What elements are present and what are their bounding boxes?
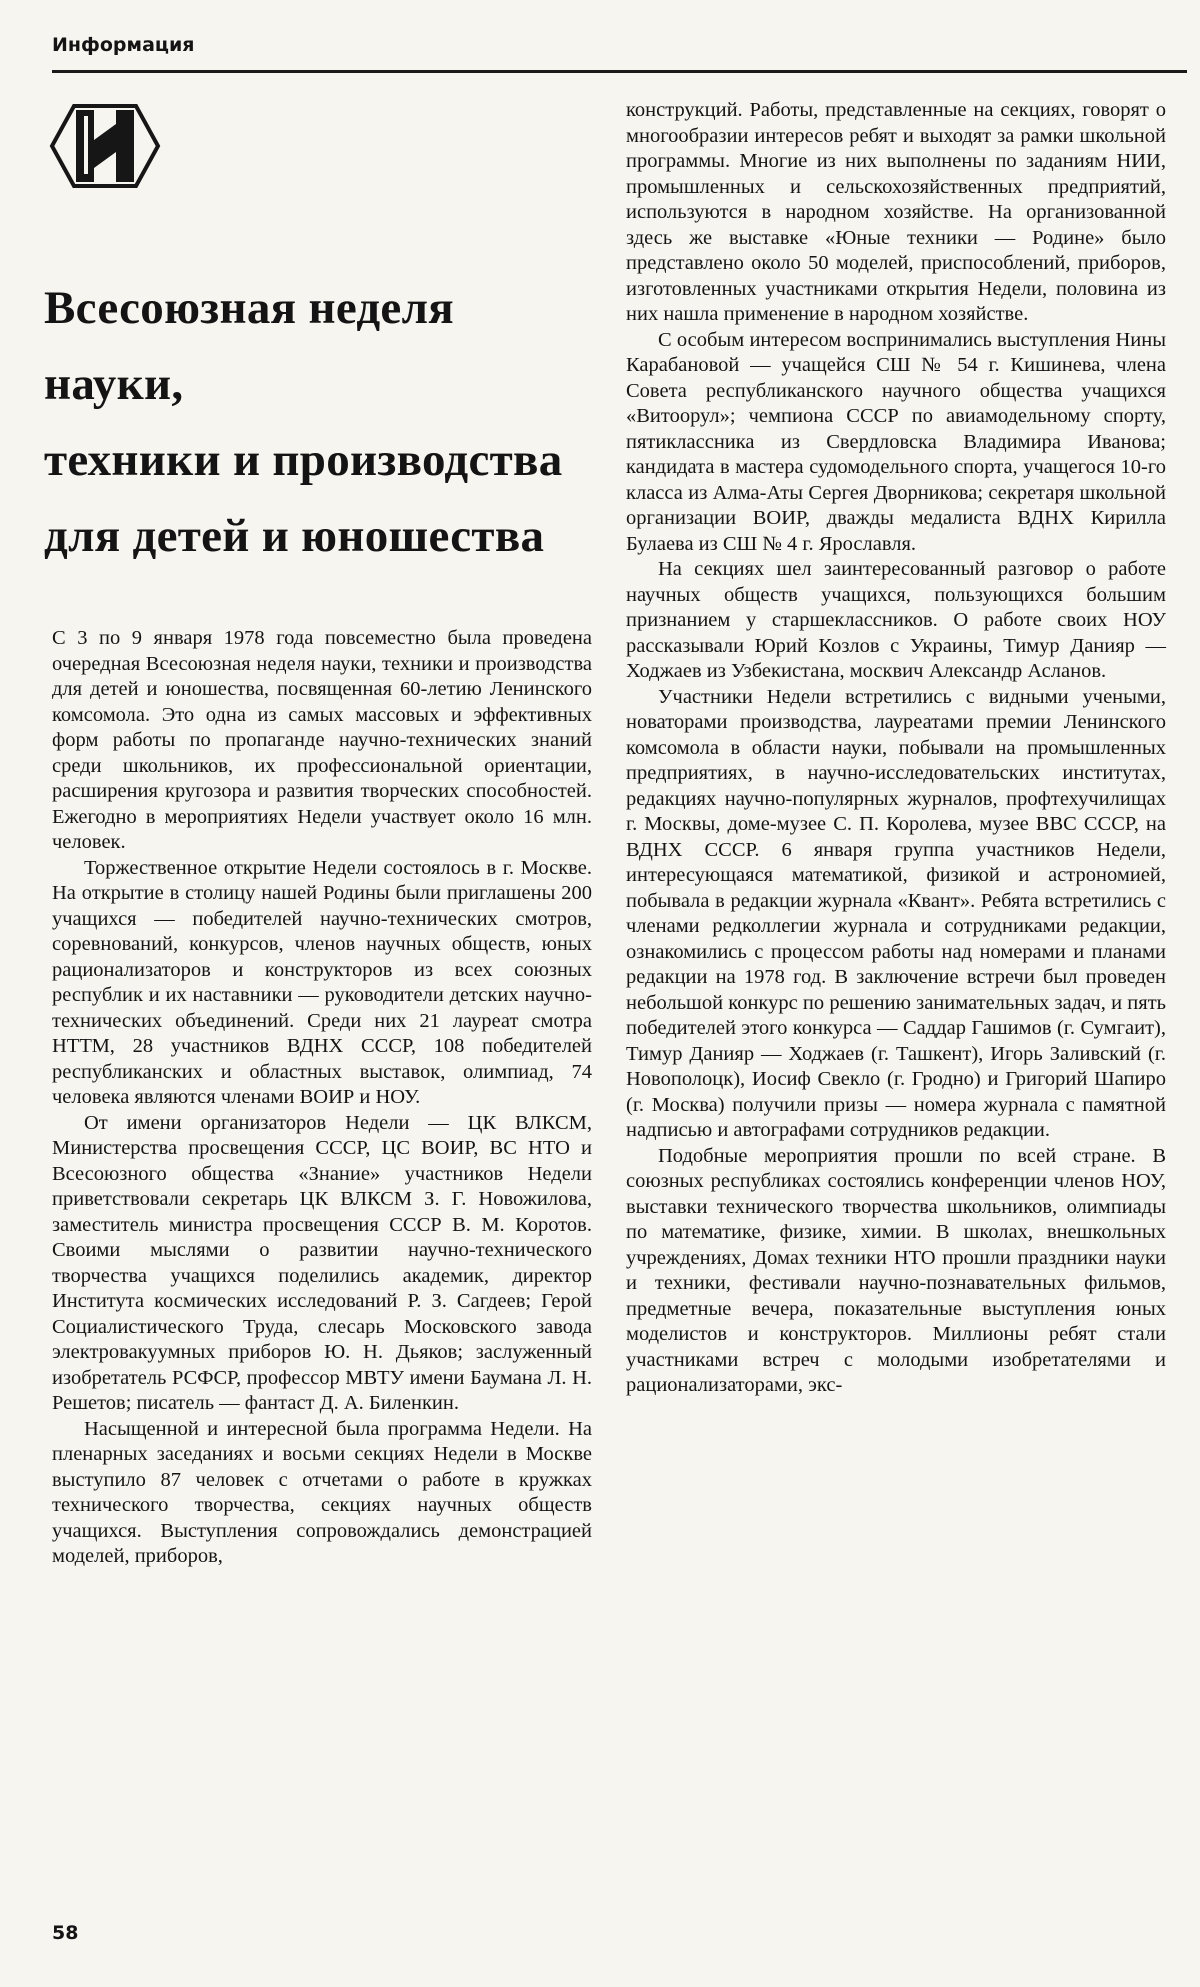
article-headline: [44, 270, 604, 574]
paragraph: На секциях шел заинтересованный разговор о работе научных обществ учащихся, пользующихся большим признанием у старшеклассников. О работе своих НОУ рассказывали Юрий Козлов с Украины, Тимур Данияр — Ходжаев из Узбекистана, москвич Александр Асланов.: [626, 558, 1166, 682]
badge-N-emblem-icon: [44, 100, 164, 192]
headline-line: науки,: [44, 358, 184, 410]
header-rule: [52, 70, 1187, 73]
page-number: 58: [52, 1922, 79, 1944]
paragraph: Насыщенной и интересной была программа Недели. На пленарных заседаниях и восьми секциях Недели в Москве выступило 87 человек с отчетами о работе в кружках технического творчества, секциях научных обществ учащихся. Выступления сопровождались демонстрацией моделей, приборов,: [52, 1417, 592, 1567]
paragraph: От имени организаторов Недели — ЦК ВЛКСМ, Министерства просвещения СССР, ЦС ВОИР, ВС НТО и Всесоюзного общества «Знание» участников Недели приветствовали секретарь ЦК ВЛКСМ З. Г. Новожилова, заместитель министра просвещения СССР В. М. Коротов. Своими мыслями о развитии научно-технического творчества учащихся поделились академик, директор Института космических исследований Р. З. Сагдеев; Герой Социалистического Труда, слесарь Московского завода электровакуумных приборов Ю. Н. Дьяков; заслуженный изобретатель РСФСР, профессор МВТУ имени Баумана Л. Н. Решетов; писатель — фантаст Д. А. Биленкин.: [52, 1111, 592, 1414]
paragraph: С 3 по 9 января 1978 года повсеместно была проведена очередная Всесоюзная неделя науки, техники и производства для детей и юношества, посвященная 60-летию Ленинского комсомола. Это одна из самых массовых и эффективных форм работы по пропаганде научно-технических знаний среди школьников, их профессиональной ориентации, расширения кругозора и развития творческих способностей. Ежегодно в мероприятиях Недели участвует около 16 млн. человек.: [52, 627, 592, 853]
paragraph: Торжественное открытие Недели состоялось в г. Москве. На открытие в столицу нашей Родины были приглашены 200 учащихся — победителей научно-технических смотров, соревнований, конкурсов, членов научных обществ, юных рационализаторов и конструкторов из всех союзных республик и их наставники — руководители детских научно-технических объединений. Среди них 21 лауреат смотра НТТМ, 28 участников ВДНХ СССР, 108 победителей республиканских и областных выставок, олимпиад, 74 человека являются членами ВОИР и НОУ.: [52, 856, 592, 1108]
paragraph: Участники Недели встретились с видными учеными, новаторами производства, лауреатами премии Ленинского комсомола в области науки, побывали на промышленных предприятиях, в научно-исследовательских институтах, редакциях научно-популярных журналов, профтехучилищах г. Москвы, доме-музее С. П. Королева, музее ВВС СССР, на ВДНХ СССР. 6 января группа участников Недели, интересующаяся математикой, физикой и астрономией, побывала в редакции журнала «Квант». Ребята встретились с членами редколлегии журнала и сотрудниками редакции, ознакомились с процессом работы над номерами и планами редакции на 1978 год. В заключение встречи был проведен небольшой конкурс по решению занимательных задач, и пять победителей этого конкурса — Саддар Гашимов (г. Сумгаит), Тимур Данияр — Ходжаев (г. Ташкент), Игорь Заливский (г. Новополоцк), Иосиф Свекло (г. Гродно) и Григорий Шапиро (г. Москва) получили призы — номера журнала с памятной надписью и автографами сотрудников редакции.: [626, 685, 1166, 1141]
headline-line: для детей и юношества: [44, 510, 545, 562]
paragraph: С особым интересом воспринимались выступления Нины Карабановой — учащейся СШ № 54 г. Кишинева, члена Совета республиканского научного общества учащихся «Витоорул»; чемпиона СССР по авиамодельному спорту, пятиклассника из Свердловска Владимира Иванова; кандидата в мастера судомодельного спорта, учащегося 10-го класса из Алма-Аты Сергея Дворникова; секретаря школьной организации ВОИР, дважды медалиста ВДНХ Кирилла Булаева из СШ № 4 г. Ярославля.: [626, 328, 1166, 555]
headline-line: техники и производства: [44, 434, 563, 486]
section-label: Информация: [52, 34, 195, 56]
article-column-left: [52, 626, 592, 1570]
paragraph: Подобные мероприятия прошли по всей стране. В союзных республиках состоялись конференции членов НОУ, выставки технического творчества школьников, олимпиады по математике, физике, химии. В школах, внешкольных учреждениях, Домах техники НТО прошли праздники науки и техники, фестивали научно-познавательных фильмов, предметные вечера, показательные выступления юных моделистов и конструкторов. Миллионы ребят стали участниками встреч с молодыми изобретателями и рационализаторами, экс-: [626, 1144, 1166, 1396]
headline-line: Всесоюзная неделя: [44, 282, 454, 334]
article-column-right: [626, 98, 1166, 1399]
paragraph: конструкций. Работы, представленные на секциях, говорят о многообразии интересов ребят и выходят за рамки школьной программы. Многие из них выполнены по заданиям НИИ, промышленных и сельскохозяйственных предприятий, используются в народном хозяйстве. На организованной здесь же выставке «Юные техники — Родине» было представлено около 50 моделей, приспособлений, приборов, изготовленных участниками открытия Недели, половина из них нашла применение в народном хозяйстве.: [626, 99, 1166, 325]
